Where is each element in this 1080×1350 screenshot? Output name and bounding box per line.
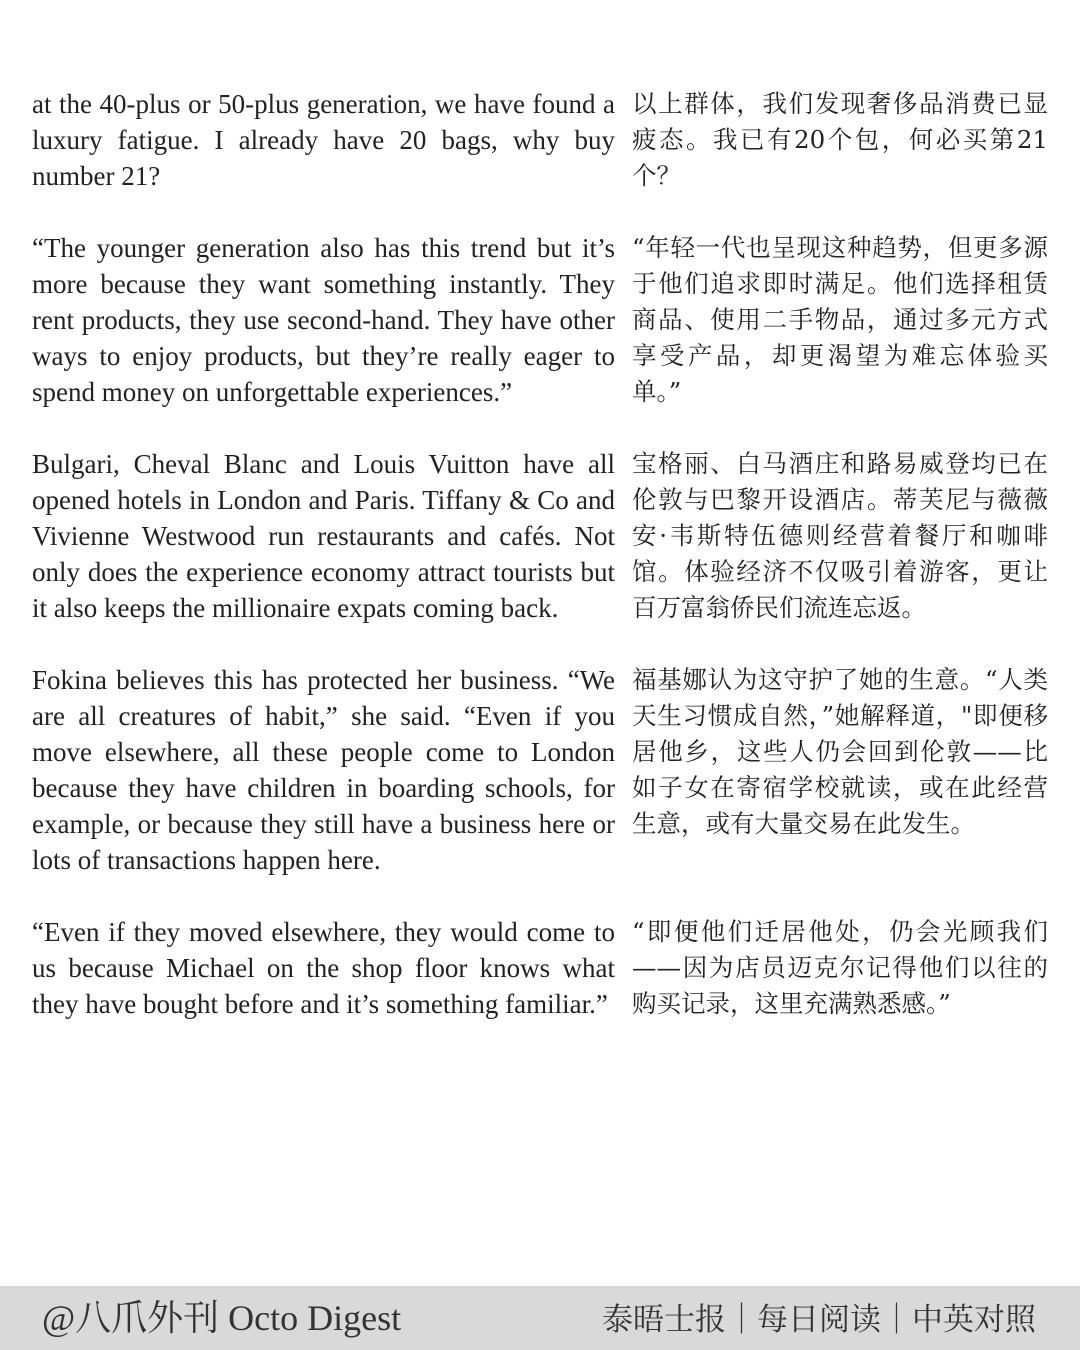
english-paragraph: “Even if they moved elsewhere, they would come to us because Michael on the shop floor knows what they have bought before and it’s something familiar.” (32, 917, 615, 1019)
paragraph-row (32, 86, 1048, 194)
chinese-paragraph: “即便他们迁居他处，仍会光顾我们——因为店员迈克尔记得他们以往的购买记录，这里充满熟悉感。” (632, 917, 1048, 1018)
english-paragraph: Fokina believes this has protected her business. “We are all creatures of habit,” she said. “Even if you move elsewhere, all these people come to London because they have children in boarding schools, for example, or because they still have a business here or lots of transactions happen here. (32, 665, 615, 875)
english-paragraph: Bulgari, Cheval Blanc and Louis Vuitton have all opened hotels in London and Paris. Tiffany & Co and Vivienne Westwood run restaurants and cafés. Not only does the experience economy attract tourists but it also keeps the millionaire expats coming back. (32, 449, 615, 623)
bilingual-article (32, 86, 1048, 1058)
paragraph-row (32, 230, 1048, 410)
paragraph-row (32, 662, 1048, 878)
chinese-paragraph: 福基娜认为这守护了她的生意。“人类天生习惯成自然，”她解释道，"即便移居他乡，这些人仍会回到伦敦——比如子女在寄宿学校就读，或在此经营生意，或有大量交易在此发生。 (632, 665, 1048, 838)
footer-brand: @八爪外刊 Octo Digest (42, 1298, 402, 1338)
paragraph-row (32, 914, 1048, 1022)
chinese-paragraph: 宝格丽、白马酒庄和路易威登均已在伦敦与巴黎开设酒店。蒂芙尼与薇薇安·韦斯特伍德则经营着餐厅和咖啡馆。体验经济不仅吸引着游客，更让百万富翁侨民们流连忘返。 (632, 449, 1048, 622)
paragraph-row (32, 446, 1048, 626)
english-paragraph: “The younger generation also has this trend but it’s more because they want something instantly. They rent products, they use second-hand. They have other ways to enjoy products, but they’re really eager to spend money on unforgettable experiences.” (32, 233, 615, 407)
footer-tagline: 泰晤士报｜每日阅读｜中英对照 (602, 1302, 1036, 1338)
chinese-paragraph: 以上群体，我们发现奢侈品消费已显疲态。我已有20个包，何必买第21个？ (632, 89, 1048, 190)
footer-bar (0, 1286, 1080, 1350)
english-paragraph: at the 40-plus or 50-plus generation, we have found a luxury fatigue. I already have 20 bags, why buy number 21? (32, 89, 615, 191)
chinese-paragraph: “年轻一代也呈现这种趋势，但更多源于他们追求即时满足。他们选择租赁商品、使用二手物品，通过多元方式享受产品，却更渴望为难忘体验买单。” (632, 233, 1048, 406)
